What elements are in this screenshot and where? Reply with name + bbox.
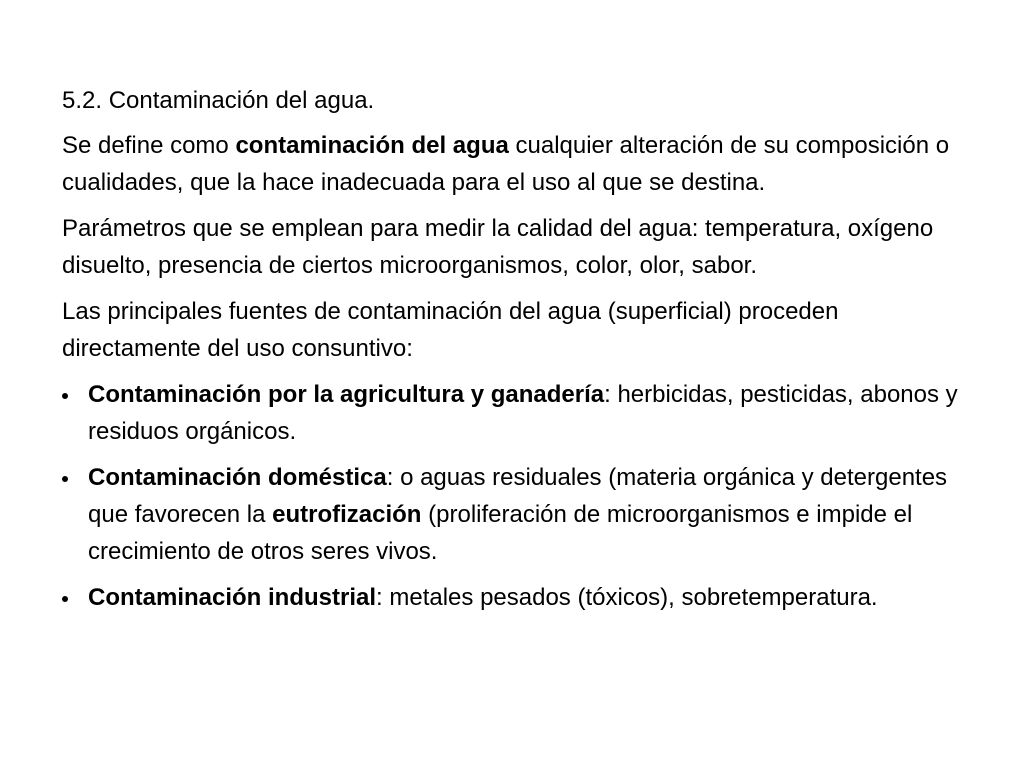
bullet-icon bbox=[62, 476, 68, 482]
list-item-domestic bbox=[62, 459, 982, 570]
section-heading: 5.2. Contaminación del agua. bbox=[62, 87, 375, 114]
bullet-text: : o aguas residuales (materia orgánica y detergentes que favorecen la bbox=[88, 464, 948, 528]
sources-intro-paragraph: Las principales fuentes de contaminación del agua (superficial) proceden directamente del uso consuntivo: bbox=[62, 298, 839, 362]
slide-content bbox=[62, 82, 982, 625]
bullet-term: Contaminación industrial bbox=[88, 584, 377, 611]
bullet-text: : herbicidas, pesticidas, abonos y residuos orgánicos. bbox=[88, 381, 958, 445]
bullet-icon bbox=[62, 596, 68, 602]
bullet-text: : metales pesados (tóxicos), sobretemperatura. bbox=[376, 584, 878, 611]
bullet-term: Contaminación por la agricultura y ganadería bbox=[88, 381, 605, 408]
list-item-industrial bbox=[62, 579, 982, 616]
definition-paragraph bbox=[62, 127, 982, 201]
definition-text-start: Se define como bbox=[62, 132, 236, 159]
list-item-agriculture bbox=[62, 376, 982, 450]
bullet-text-continued: (proliferación de microorganismos e impide el crecimiento de otros seres vivos. bbox=[88, 501, 913, 565]
bullet-term-eutrophication: eutrofización bbox=[272, 501, 422, 528]
parameters-paragraph: Parámetros que se emplean para medir la calidad del agua: temperatura, oxígeno disuelto, presencia de ciertos microorganismos, color, olor, sabor. bbox=[62, 215, 934, 279]
bullet-icon bbox=[62, 393, 68, 399]
bullet-term: Contaminación doméstica bbox=[88, 464, 387, 491]
definition-term: contaminación del agua bbox=[235, 132, 509, 159]
definition-text-end: cualquier alteración de su composición o cualidades, que la hace inadecuada para el uso al que se destina. bbox=[62, 132, 950, 196]
pollution-sources-list bbox=[62, 376, 982, 616]
